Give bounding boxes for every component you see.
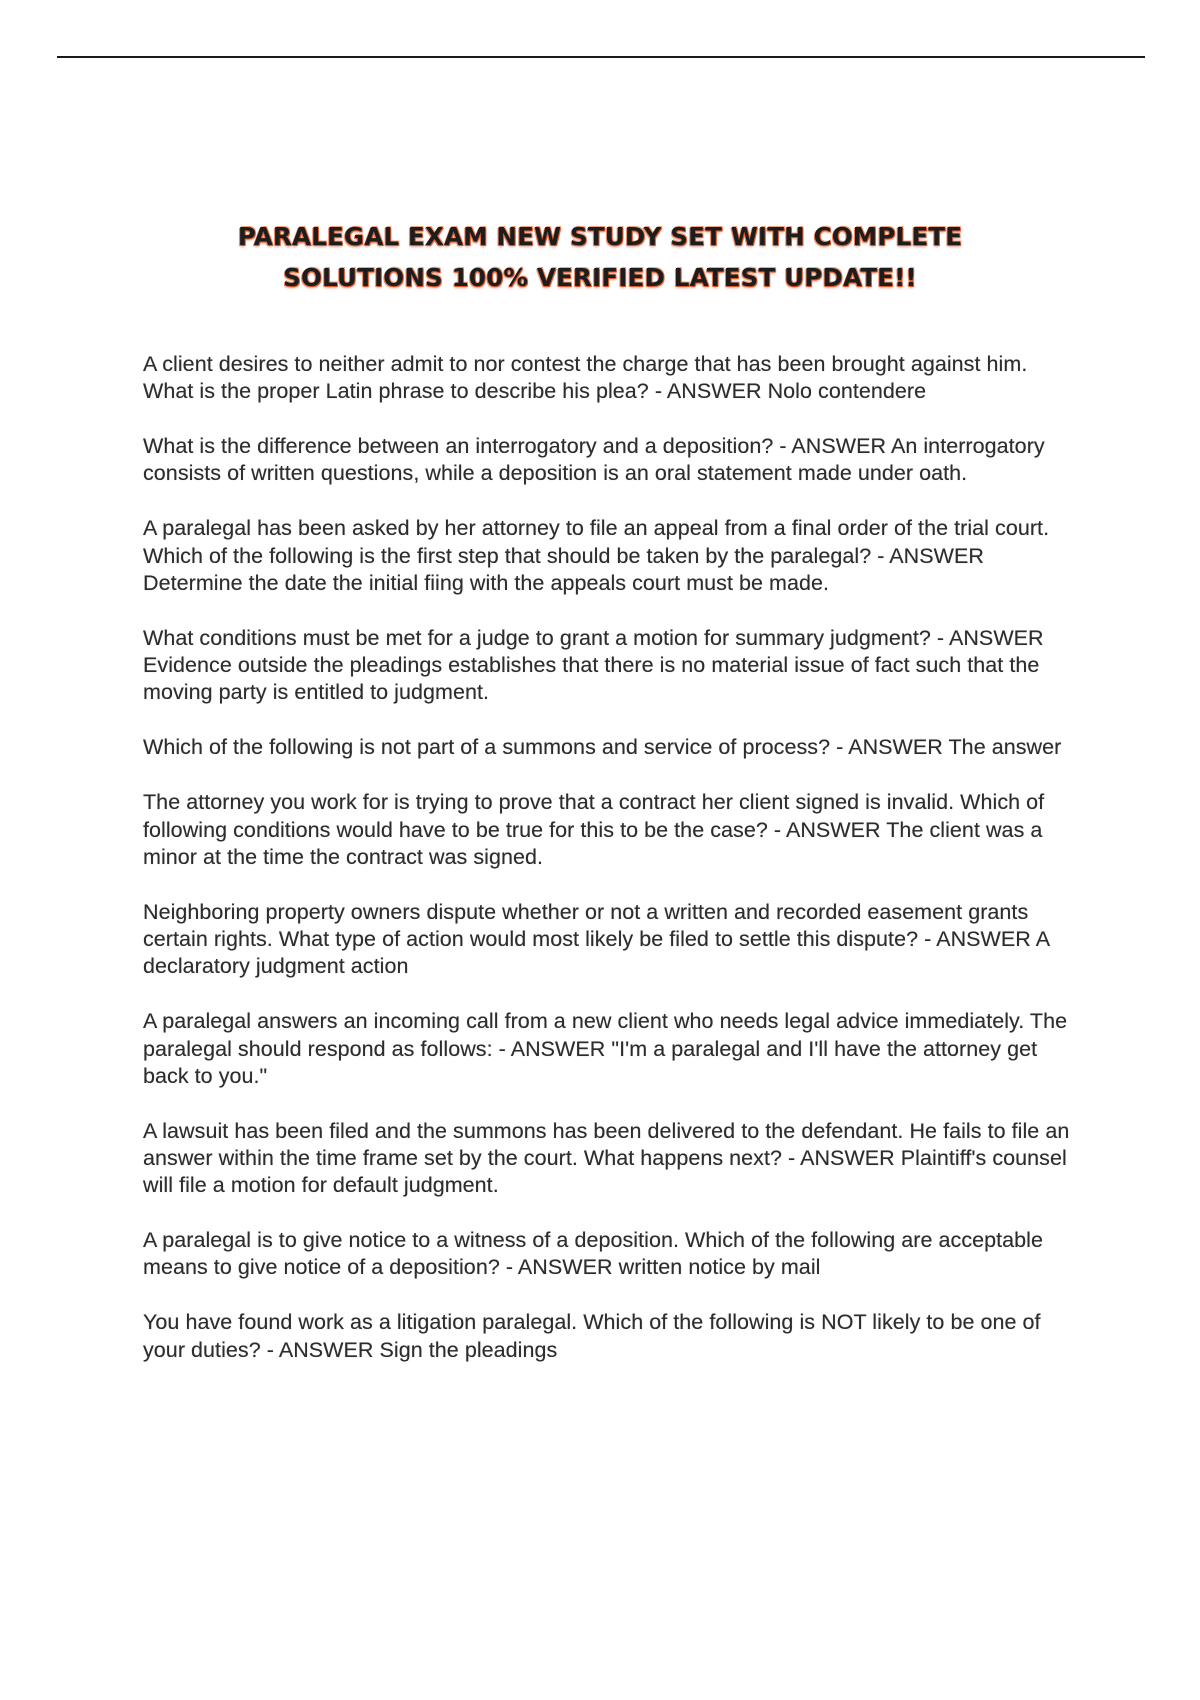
- answer-marker: ANSWER: [936, 927, 1031, 952]
- qa-item: The attorney you work for is trying to prove that a contract her client signed is invalid. Which of following conditions would have to be true for this to be the case? - ANSWER The client was a minor at the time the contract was signed.: [143, 790, 1045, 869]
- question-text: A paralegal answers an incoming call from a new client who needs legal advice immediately. The paralegal should respond as follows:: [143, 1009, 1068, 1061]
- question-text: A client desires to neither admit to nor contest the charge that has been brought against him. What is the proper Latin phrase to describe his plea?: [143, 352, 1028, 404]
- answer-marker: ANSWER: [278, 1337, 374, 1362]
- answer-text: Plaintiff's counsel will file a motion for default judgment.: [143, 1145, 1067, 1198]
- answer-marker: ANSWER: [791, 434, 887, 459]
- qa-item: A client desires to neither admit to nor contest the charge that has been brought against him. What is the proper Latin phrase to describe his plea? - ANSWER Nolo contendere: [143, 352, 1028, 404]
- answer-text: Evidence outside the pleadings establishes that there is no material issue of fact such that the moving party is entitled to judgment.: [143, 653, 1040, 705]
- question-text: A lawsuit has been filed and the summons has been delivered to the defendant. He fails to file an answer within the time frame set by the court. What happens next?: [143, 1118, 1070, 1170]
- qa-item: A paralegal is to give notice to a witness of a deposition. Which of the following are acceptable means to give notice of a deposition? - ANSWER written notice by mail: [143, 1228, 1044, 1280]
- qa-item: You have found work as a litigation paralegal. Which of the following is NOT likely to be one of your duties? - ANSWER Sign the pleadings: [143, 1310, 1041, 1362]
- question-text: Which of the following is not part of a summons and service of process?: [143, 735, 831, 760]
- answer-text: Sign the pleadings: [379, 1337, 558, 1362]
- title-line-2: SOLUTIONS 100% VERIFIED LATEST UPDATE!!: [283, 263, 917, 292]
- answer-marker: ANSWER: [785, 817, 881, 842]
- answer-text: written notice by mail: [618, 1255, 821, 1280]
- answer-marker: ANSWER: [800, 1145, 895, 1170]
- question-text: Neighboring property owners dispute whether or not a written and recorded easement grants certain rights. What type of action would most likely be filed to settle this dispute?: [143, 899, 1029, 952]
- answer-text: An interrogatory consists of written questions, while a deposition is an oral statement made under oath.: [143, 434, 1045, 486]
- document-title: [0, 216, 1200, 298]
- qa-list: [143, 351, 1083, 1392]
- answer-text: Nolo contendere: [767, 379, 927, 404]
- qa-item: Neighboring property owners dispute whether or not a written and recorded easement grants certain rights. What type of action would most likely be filed to settle this dispute? - ANSWER A declaratory judgment action: [143, 899, 1049, 979]
- question-text: What conditions must be met for a judge to grant a motion for summary judgment?: [143, 625, 931, 650]
- title-line-1: PARALEGAL EXAM NEW STUDY SET WITH COMPLETE: [237, 222, 963, 251]
- question-text: The attorney you work for is trying to prove that a contract her client signed is invalid. Which of following conditions would have to be true for this to be the case?: [143, 790, 1045, 842]
- answer-marker: ANSWER: [889, 543, 984, 568]
- answer-marker: ANSWER: [666, 379, 762, 404]
- question-text: A paralegal is to give notice to a witness of a deposition. Which of the following are acceptable means to give notice of a deposition?: [143, 1228, 1044, 1280]
- question-text: You have found work as a litigation paralegal. Which of the following is NOT likely to be one of your duties?: [143, 1310, 1041, 1362]
- qa-item: A paralegal answers an incoming call from a new client who needs legal advice immediately. The paralegal should respond as follows: - ANSWER "I'm a paralegal and I'll have the attorney get back to you.": [143, 1009, 1068, 1088]
- qa-item: A lawsuit has been filed and the summons has been delivered to the defendant. He fails to file an answer within the time frame set by the court. What happens next? - ANSWER Plaintiff's counsel will file a motion for default judgment.: [143, 1118, 1070, 1198]
- qa-item: What is the difference between an interrogatory and a deposition? - ANSWER An interrogatory consists of written questions, while a deposition is an oral statement made under oath.: [143, 434, 1045, 486]
- answer-text: "I'm a paralegal and I'll have the attorney get back to you.": [143, 1036, 1038, 1088]
- top-horizontal-rule: [57, 56, 1145, 58]
- qa-item: Which of the following is not part of a summons and service of process? - ANSWER The answer: [143, 735, 1062, 760]
- answer-text: The client was a minor at the time the contract was signed.: [143, 817, 1043, 869]
- answer-marker: ANSWER: [510, 1036, 606, 1061]
- qa-item: What conditions must be met for a judge to grant a motion for summary judgment? - ANSWER Evidence outside the pleadings establishes that there is no material issue of fact such that the moving party is entitled to judgment.: [143, 625, 1044, 705]
- answer-text: Determine the date the initial fiing with the appeals court must be made.: [143, 570, 830, 595]
- question-text: What is the difference between an interrogatory and a deposition?: [143, 434, 774, 459]
- answer-marker: ANSWER: [517, 1255, 613, 1280]
- answer-text: The answer: [948, 735, 1062, 760]
- question-text: A paralegal has been asked by her attorney to file an appeal from a final order of the trial court. Which of the following is the first step that should be taken by the paralegal?: [143, 516, 1050, 568]
- answer-marker: ANSWER: [948, 625, 1044, 650]
- qa-item: A paralegal has been asked by her attorney to file an appeal from a final order of the trial court. Which of the following is the first step that should be taken by the paralegal? - ANSWER Determine the date the initial fiing with the appeals court must be made.: [143, 516, 1050, 595]
- answer-text: A declaratory judgment action: [143, 927, 1049, 979]
- answer-marker: ANSWER: [848, 735, 943, 760]
